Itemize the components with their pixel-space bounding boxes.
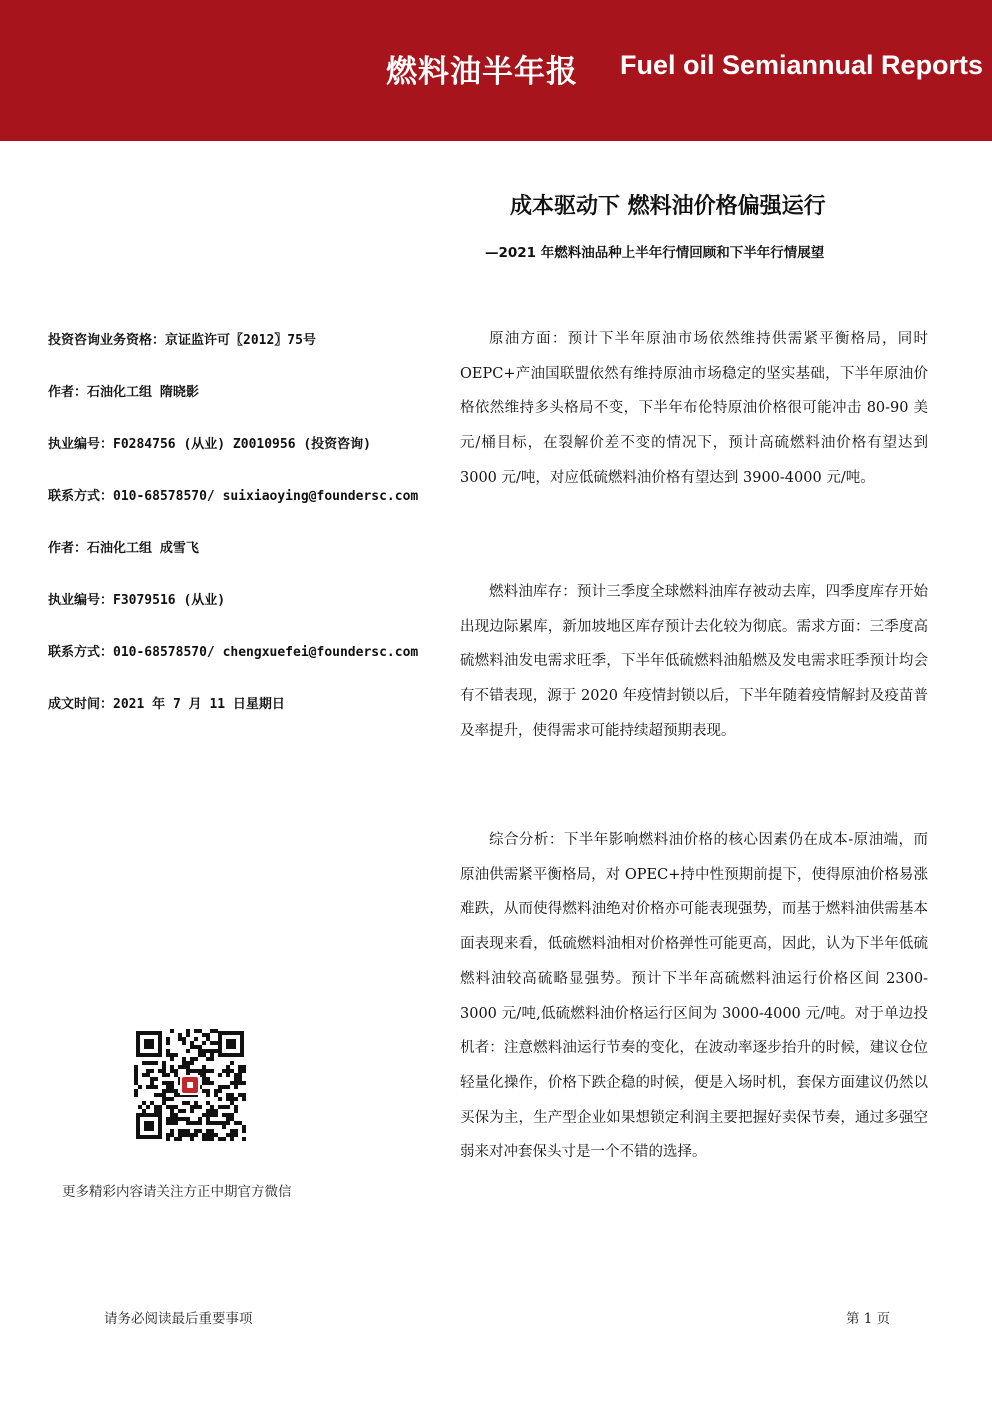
paragraph-analysis: 综合分析：下半年影响燃料油价格的核心因素仍在成本-原油端，而原油供需紧平衡格局，对 OPEC+持中性预期前提下，使得原油价格易涨难跌，从而使得燃料油绝对价格亦可能表现强势，而基于燃料油供需基本面表现来看，低硫燃料油相对价格弹性可能更高，因此，认为下半年低硫燃料油较高硫略显强势。预计下半年高硫燃料油运行价格区间 2300-3000 元/吨,低硫燃料油价格运行区间为 3000-4000 元/吨。对于单边投机者：注意燃料油运行节奏的变化，在波动率逐步抬升的时候，建议仓位轻量化操作，价格下跌企稳的时候，便是入场时机，套保方面建议仍然以买保为主，生产型企业如果想锁定利润主要把握好卖保节奏，通过多强空弱来对冲套保头寸是一个不错的选择。 <box>460 832 928 1161</box>
header-title-en: Fuel oil Semiannual Reports <box>620 50 984 80</box>
author-1-license-line: 执业编号：F0284756 (从业) Z0010956 (投资咨询) <box>48 437 372 452</box>
paragraph-crude-oil: 原油方面：预计下半年原油市场依然维持供需紧平衡格局，同时 OEPC+产油国联盟依然有维持原油市场稳定的坚实基础，下半年原油价格依然维持多头格局不变，下半年布伦特原油价格很可能冲击 80-90 美元/桶目标，在裂解价差不变的情况下，预计高硫燃料油价格有望达到 3000 元/吨，对应低硫燃料油价格有望达到 3900-4000 元/吨。 <box>460 331 928 486</box>
qr-code-icon <box>134 1029 246 1141</box>
header-title-cn: 燃料油半年报 <box>386 54 578 90</box>
author-2-line: 作者：石油化工组 成雪飞 <box>48 541 199 556</box>
qr-caption: 更多精彩内容请关注方正中期官方微信 <box>62 1184 292 1200</box>
report-subtitle: —2021 年燃料油品种上半年行情回顾和下半年行情展望 <box>485 245 825 261</box>
page-number: 第 1 页 <box>846 1311 891 1327</box>
author-2-contact-line: 联系方式：010-68578570/ chengxuefei@foundersc.com <box>48 645 419 660</box>
report-title: 成本驱动下 燃料油价格偏强运行 <box>510 194 826 219</box>
report-header-banner <box>0 0 992 141</box>
author-2-license-line: 执业编号：F3079516 (从业) <box>48 593 226 608</box>
date-line: 成文时间：2021 年 7 月 11 日星期日 <box>48 697 285 712</box>
paragraph-inventory: 燃料油库存：预计三季度全球燃料油库存被动去库，四季度库存开始出现边际累库，新加坡地区库存预计去化较为彻底。需求方面：三季度高硫燃料油发电需求旺季，下半年低硫燃料油船燃及发电需求旺季预计均会有不错表现，源于 2020 年疫情封锁以后，下半年随着疫情解封及疫苗普及率提升，使得需求可能持续超预期表现。 <box>460 584 928 739</box>
qualification-line: 投资咨询业务资格：京证监许可〖2012〗75号 <box>48 333 316 348</box>
author-1-line: 作者：石油化工组 隋晓影 <box>48 385 199 400</box>
author-1-contact-line: 联系方式：010-68578570/ suixiaoying@foundersc.com <box>48 489 419 504</box>
footer-notice: 请务必阅读最后重要事项 <box>104 1311 253 1327</box>
